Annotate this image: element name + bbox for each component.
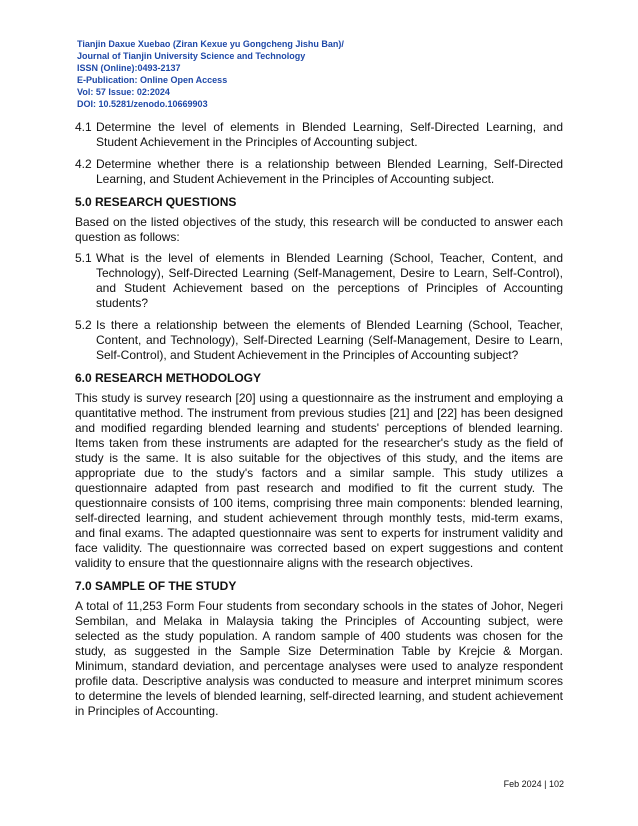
issn: ISSN (Online):0493-2137: [77, 63, 181, 73]
section-heading-research-questions: 5.0 RESEARCH QUESTIONS: [75, 195, 237, 209]
journal-english-title: Journal of Tianjin University Science and Technology: [77, 51, 306, 61]
question-text: Is there a relationship between the elements of Blended Learning (School, Teacher, Content, and Technology), Self-Directed Learning (Self-Management, Desire to Learn, Self-Control), and Student Achievement in the Principles of Accounting subject?: [96, 318, 563, 362]
journal-title-line: Tianjin Daxue Xuebao (Ziran Kexue yu Gongcheng Jishu Ban)/: [77, 39, 344, 49]
journal-header: [77, 38, 557, 110]
sample-paragraph: A total of 11,253 Form Four students from secondary schools in the states of Johor, Negeri Sembilan, and Melaka in Malaysia taking the Principles of Accounting subject, were selected as the study population. A random sample of 400 students was chosen for the study, as suggested in the Sample Size Determination Table by Krejcie & Morgan. Minimum, standard deviation, and percentage analyses were used to analyze respondent profile data. Descriptive analysis was conducted to measure and interpret minimum scores to determine the levels of blended learning, self-directed learning, and student achievement in Principles of Accounting.: [75, 599, 563, 718]
objective-text: Determine whether there is a relationship between Blended Learning, Self-Directed Learning, and Student Achievement in the Principles of Accounting subject.: [96, 157, 563, 186]
objective-item: [75, 157, 563, 187]
methodology-paragraph: This study is survey research [20] using a questionnaire as the instrument and employing a quantitative method. The instrument from previous studies [21] and [22] has been designed and modified regarding blended learning and students' perceptions of blended learning. Items taken from these instruments are adapted for the researcher's study as the field of study is the same. It is also suitable for the objectives of this study, and the items are appropriate due to the study's factors and a similar sample. This study utilizes a questionnaire adapted from past research and modified to fit the current study. The questionnaire consists of 100 items, comprising three main components: blended learning, self-directed learning, and student achievement through monthly tests, mid-term exams, and final exams. The adapted questionnaire was sent to experts for instrument validity and face validity. The questionnaire was corrected based on expert suggestions and content validity to ensure that the questionnaire aligns with the research objectives.: [75, 391, 563, 570]
volume-issue: Vol: 57 Issue: 02:2024: [77, 87, 170, 97]
question-item: [75, 318, 563, 363]
page-footer: Feb 2024 | 102: [503, 779, 564, 789]
question-text: What is the level of elements in Blended Learning (School, Teacher, Content, and Technology), Self-Directed Learning (Self-Management, Desire to Learn, Self-Control), and Student Achievement based on the perceptions of Principles of Accounting students?: [96, 251, 563, 310]
question-number: 5.1: [75, 251, 92, 265]
main-content: [75, 120, 563, 725]
objective-number: 4.2: [75, 157, 92, 171]
objective-text: Determine the level of elements in Blended Learning, Self-Directed Learning, and Student Achievement in the Principles of Accounting subject.: [96, 120, 563, 149]
question-number: 5.2: [75, 318, 92, 332]
section-heading-methodology: 6.0 RESEARCH METHODOLOGY: [75, 371, 262, 385]
section-heading-sample: 7.0 SAMPLE OF THE STUDY: [75, 579, 237, 593]
objective-item: [75, 120, 563, 150]
objective-number: 4.1: [75, 120, 92, 134]
doi: DOI: 10.5281/zenodo.10669903: [77, 99, 208, 109]
publication-type: E-Publication: Online Open Access: [77, 75, 228, 85]
question-item: [75, 251, 563, 311]
research-questions-intro: Based on the listed objectives of the study, this research will be conducted to answer each question as follows:: [75, 215, 563, 244]
